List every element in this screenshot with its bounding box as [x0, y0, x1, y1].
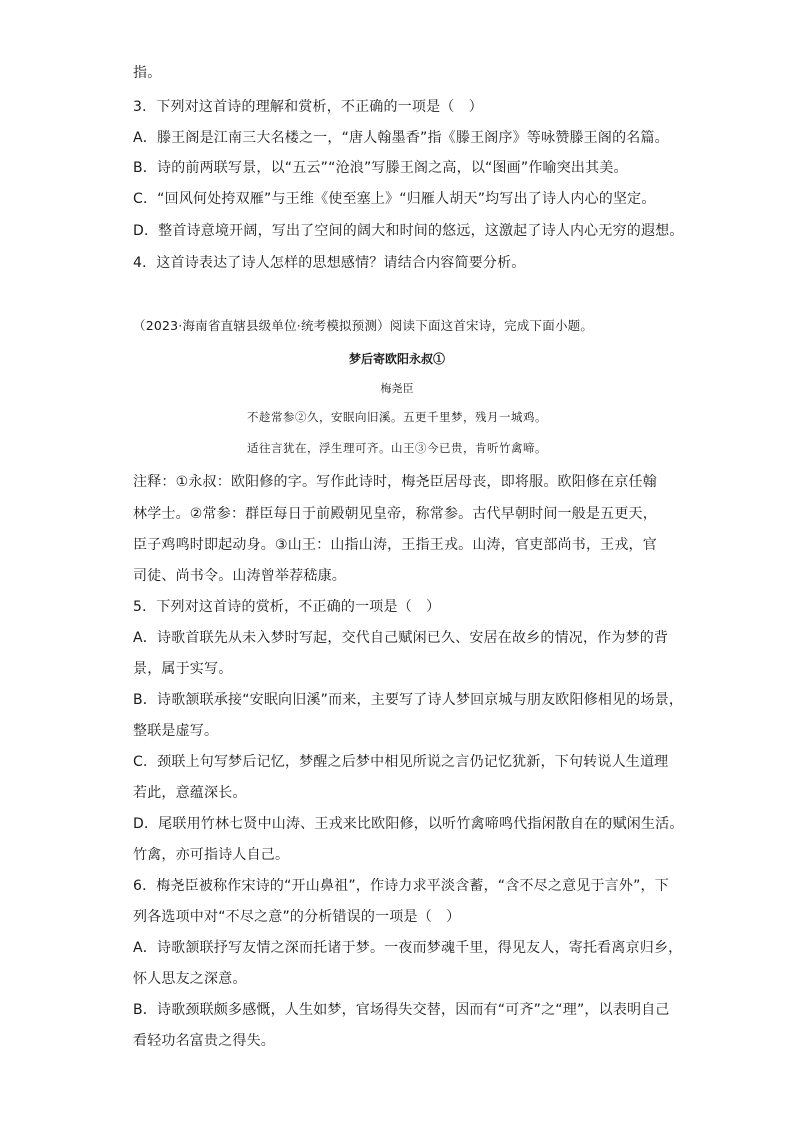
question-6-option-a: A．诗歌颔联抒写友情之深而托诸于梦。一夜而梦魂千里，得见友人，寄托看离京归乡， [133, 940, 683, 956]
question-6-option-b: B．诗歌颈联颇多感慨，人生如梦，官场得失交替，因而有“可齐”之“理”，以表明自己 [133, 1002, 670, 1018]
question-5-option-d: D．尾联用竹林七贤中山涛、王戎来比欧阳修，以听竹禽啼鸣代指闲散自在的赋闲生活。 [133, 816, 684, 832]
source-line: （2023·海南省直辖县级单位·统考模拟预测）阅读下面这首宋诗，完成下面小题。 [133, 318, 594, 333]
question-5-option-c: C．颈联上句写梦后记忆，梦醒之后梦中相见所说之言仍记忆犹新，下句转说人生道理 [133, 754, 669, 770]
question-3-option-c: C．“回风何处挎双雁”与王维《使至塞上》“归雁人胡天”均写出了诗人内心的坚定。 [133, 191, 656, 207]
poem-line: 适往言犹在，浮生理可齐。山王③今已贵，肯听竹禽啼。 [247, 441, 547, 455]
notes-line: 臣子鸡鸣时即起动身。③山王：山指山涛，王指王戎。山涛，官吏部尚书，王戎，官 [133, 537, 657, 553]
notes-line: 林学士。②常参：群臣每日于前殿朝见皇帝，称常参。古代早朝时间一般是五更天， [133, 506, 657, 522]
question-5-option-a-cont: 景，属于实写。 [133, 661, 233, 677]
question-6-option-a-cont: 怀人思友之深意。 [133, 971, 247, 987]
question-3-option-b: B．诗的前两联写景，以“五云”“沧浪”写滕王阁之高，以“图画”作喻突出其美。 [133, 160, 628, 176]
poem-title: 梦后寄欧阳永叔① [348, 352, 445, 366]
question-5-option-d-cont: 竹禽，亦可指诗人自己。 [133, 847, 290, 863]
question-3-option-d: D．整首诗意境开阔，写出了空间的阔大和时间的悠远，这激起了诗人内心无穷的遐想。 [133, 223, 684, 239]
question-5: 5．下列对这首诗的赏析，不正确的一项是（ ） [133, 599, 441, 615]
question-6: 6．梅尧臣被称作宋诗的“开山鼻祖”，作诗力求平淡含蓄，“含不尽之意见于言外”，下 [133, 878, 669, 894]
poem-line: 不趁常参②久，安眠向旧溪。五更千里梦，残月一城鸡。 [247, 410, 547, 424]
notes-line: 注释：①永叔：欧阳修的字。写作此诗时，梅尧臣居母丧，即将服。欧阳修在京任翰 [133, 474, 657, 490]
question-3-option-a: A．滕王阁是江南三大名楼之一，“唐人翰墨香”指《滕王阁序》等咏赞滕王阁的名篇。 [133, 130, 669, 146]
question-3: 3．下列对这首诗的理解和赏析，不正确的一项是（ ） [133, 99, 483, 115]
question-5-option-a: A．诗歌首联先从未入梦时写起，交代自己赋闲已久、安居在故乡的情况，作为梦的背 [133, 630, 669, 646]
poem-author: 梅尧臣 [380, 382, 414, 395]
question-4: 4．这首诗表达了诗人怎样的思想感情？请结合内容简要分析。 [133, 255, 526, 271]
question-5-option-b-cont: 整联是虚写。 [133, 723, 219, 739]
text-line: 指。 [133, 65, 162, 81]
question-6-cont: 列各选项中对“不尽之意”的分析错误的一项是（ ） [133, 909, 461, 925]
notes-line: 司徒、尚书令。山涛曾举荐嵇康。 [133, 568, 346, 584]
question-5-option-b: B．诗歌颔联承接“安眠向旧溪”而来，主要写了诗人梦回京城与朋友欧阳修相见的场景， [133, 692, 684, 708]
question-5-option-c-cont: 若此，意蕴深长。 [133, 785, 247, 801]
question-6-option-b-cont: 看轻功名富贵之得失。 [133, 1033, 275, 1049]
